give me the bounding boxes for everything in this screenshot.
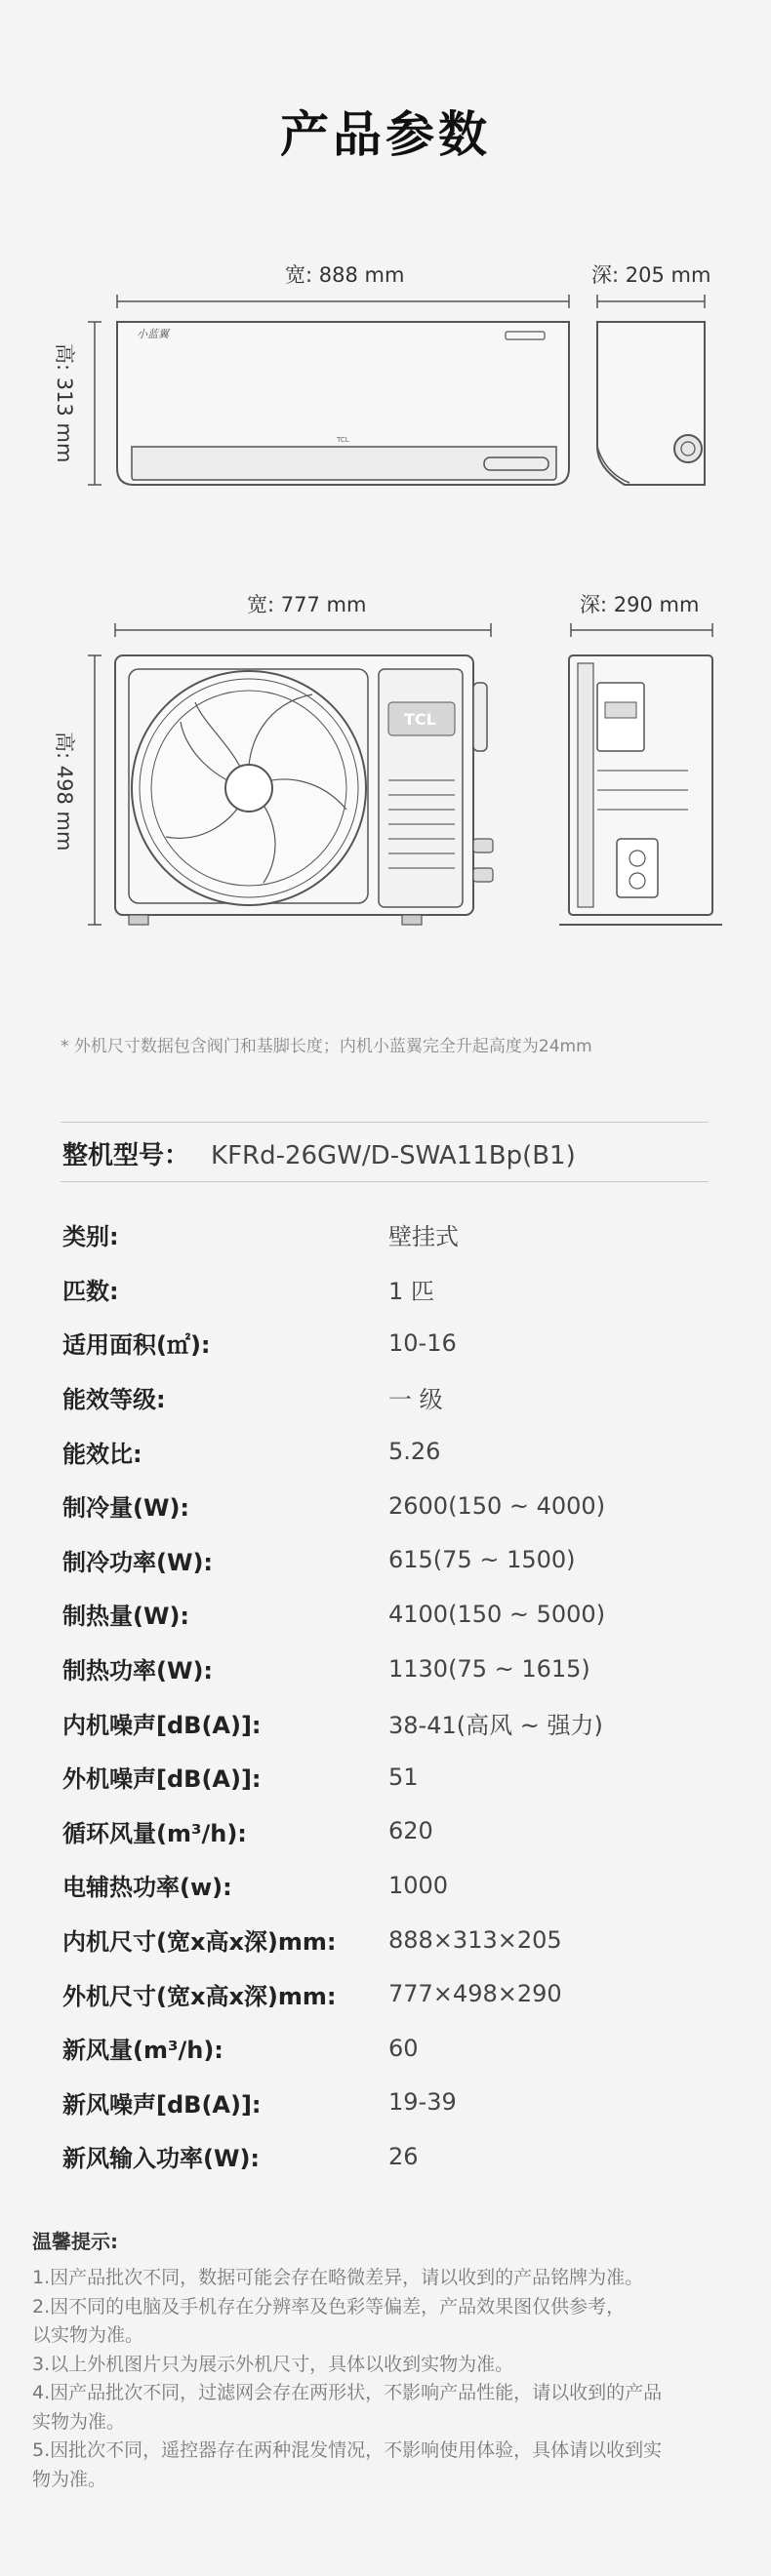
spec-value: 2600(150 ~ 4000): [388, 1491, 606, 1520]
spec-value: 19-39: [388, 2088, 457, 2117]
spec-row: [62, 2129, 726, 2184]
spec-value: 1130(75 ~ 1615): [388, 1654, 590, 1683]
spec-row: [62, 1262, 726, 1317]
tip-item: 2.因不同的电脑及手机存在分辨率及色彩等偏差，产品效果图仅供参考， 以实物为准。: [32, 2295, 626, 2346]
spec-key: 制热量(W):: [62, 1603, 190, 1631]
spec-value: 壁挂式: [388, 1223, 459, 1251]
spec-key: 新风量(m³/h):: [62, 2037, 223, 2065]
tip-item: 3.以上外机图片只为展示外机尺寸，具体以收到实物为准。: [32, 2353, 514, 2375]
tips-list: [32, 2264, 715, 2494]
spec-row: [62, 1479, 726, 1533]
spec-key: 新风噪声[dB(A)]:: [62, 2090, 262, 2119]
tip-item: 5.因批次不同，遥控器存在两种混发情况，不影响使用体验，具体请以收到实 物为准。: [32, 2439, 663, 2490]
spec-key: 能效比:: [62, 1440, 142, 1468]
outdoor-height-label: 高: 498 mm: [53, 732, 76, 852]
spec-row: [62, 1533, 726, 1588]
spec-table: [62, 1208, 726, 2184]
spec-key: 循环风量(m³/h):: [62, 1819, 247, 1847]
spec-row: [62, 1804, 726, 1859]
spec-value: 5.26: [388, 1438, 441, 1466]
spec-value: 10-16: [388, 1328, 457, 1357]
spec-row: [62, 1642, 726, 1696]
spec-value: 777×498×290: [388, 1980, 562, 2008]
spec-row: [62, 2076, 726, 2130]
spec-row: [62, 1370, 726, 1425]
outdoor-width-label: 宽: 777 mm: [247, 593, 367, 616]
tips-title: 温馨提示:: [32, 2230, 118, 2253]
spec-row: [62, 1208, 726, 1262]
spec-value: 1000: [388, 1871, 449, 1899]
page-title: 产品参数: [280, 106, 491, 163]
spec-value: 60: [388, 2034, 419, 2062]
spec-key: 电辅热功率(w):: [62, 1874, 232, 1902]
spec-row: [62, 2021, 726, 2076]
indoor-height-label: 高: 313 mm: [53, 343, 76, 463]
spec-value: 51: [388, 1763, 419, 1791]
spec-key: 能效等级:: [62, 1386, 166, 1414]
spec-key: 制热功率(W):: [62, 1657, 214, 1685]
spec-row: [62, 1695, 726, 1750]
spec-key: 匹数:: [62, 1277, 119, 1305]
dimension-note: * 外机尺寸数据包含阀门和基脚长度；内机小蓝翼完全升起高度为24mm: [61, 1037, 592, 1056]
spec-key: 外机尺寸(宽x高x深)mm:: [62, 1982, 337, 2010]
spec-key: 制冷功率(W):: [62, 1548, 214, 1576]
indoor-depth-label: 深: 205 mm: [591, 263, 711, 287]
indoor-brand-text: 小蓝翼: [137, 328, 169, 340]
spec-key: 新风输入功率(W):: [62, 2145, 261, 2173]
spec-row: [62, 1858, 726, 1913]
indoor-width-label: 宽: 888 mm: [285, 263, 405, 287]
spec-key: 适用面积(㎡):: [62, 1331, 211, 1360]
indoor-unit-side: [597, 322, 705, 485]
spec-value: 888×313×205: [388, 1925, 562, 1954]
indoor-unit-front: [117, 322, 569, 485]
unit-dimension-diagram: [0, 0, 771, 975]
spec-key: 类别:: [62, 1223, 119, 1251]
tip-item: 4.因产品批次不同，过滤网会存在两形状，不影响产品性能，请以收到的产品 实物为准。: [32, 2382, 663, 2433]
divider-top: [61, 1122, 709, 1123]
tip-item: 1.因产品批次不同，数据可能会存在略微差异，请以收到的产品铭牌为准。: [32, 2267, 644, 2288]
spec-value: 一 级: [388, 1386, 443, 1414]
spec-row: [62, 1966, 726, 2021]
spec-key: 外机噪声[dB(A)]:: [62, 1765, 262, 1794]
model-value: KFRd-26GW/D-SWA11Bp(B1): [211, 1141, 576, 1170]
spec-row: [62, 1750, 726, 1804]
spec-row: [62, 1316, 726, 1370]
spec-value: 615(75 ~ 1500): [388, 1546, 576, 1574]
divider-bottom: [61, 1181, 709, 1182]
spec-key: 内机尺寸(宽x高x深)mm:: [62, 1928, 337, 1957]
spec-value: 1 匹: [388, 1277, 434, 1305]
spec-value: 4100(150 ~ 5000): [388, 1600, 606, 1628]
outdoor-logo: TCL: [404, 710, 436, 729]
spec-row: [62, 1913, 726, 1967]
spec-row: [62, 1587, 726, 1642]
spec-row: [62, 1424, 726, 1479]
model-label: 整机型号：: [62, 1141, 190, 1170]
spec-key: 内机噪声[dB(A)]:: [62, 1711, 262, 1739]
spec-value: 620: [388, 1817, 433, 1845]
model-row: [62, 1135, 576, 1171]
spec-value: 26: [388, 2142, 419, 2170]
spec-value: 38-41(高风 ~ 强力): [388, 1711, 603, 1739]
spec-key: 制冷量(W):: [62, 1494, 190, 1523]
indoor-logo: TCL: [337, 436, 349, 444]
outdoor-depth-label: 深: 290 mm: [580, 593, 700, 616]
